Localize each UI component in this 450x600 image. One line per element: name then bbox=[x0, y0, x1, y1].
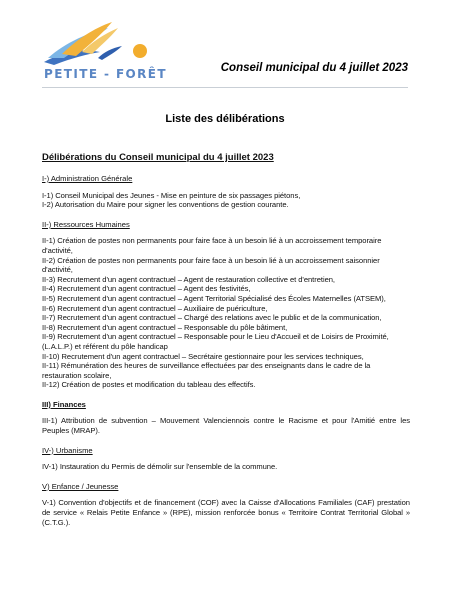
section-ressources-humaines bbox=[42, 220, 410, 390]
logo-sun-icon bbox=[133, 44, 147, 58]
list-item: II-1) Création de postes non permanents pour faire face à un besoin lié à un accroissement temporaire d'activité, bbox=[42, 236, 382, 255]
list-item: I-2) Autorisation du Maire pour signer les conventions de gestion courante. bbox=[42, 200, 289, 210]
list-item: I-1) Conseil Municipal des Jeunes - Mise en peinture de six passages piétons, bbox=[42, 190, 301, 200]
section-heading: V) Enfance / Jeunesse bbox=[42, 481, 119, 491]
list-item: II-5) Recrutement d'un agent contractuel – Agent Territorial Spécialisé des Écoles Maternelles (ATSEM), bbox=[42, 293, 386, 303]
section-enfance-jeunesse bbox=[42, 482, 410, 527]
list-item: II-2) Création de postes non permanents pour faire face à un besoin lié à un accroissement saisonnier d'activité, bbox=[42, 255, 380, 275]
section-administration bbox=[42, 174, 410, 210]
document-body bbox=[42, 152, 410, 537]
list-item: V-1) Convention d'objectifs et de financement (COF) avec la Caisse d'Allocations Familiales (CAF) prestation de service « Relais Petite Enfance » (RPE), mission renforcée bonus « Territoire Contrat Territorial Global » (C.T.G.). bbox=[42, 498, 410, 527]
list-item: IV-1) Instauration du Permis de démolir sur l'ensemble de la commune. bbox=[42, 462, 278, 472]
section-heading: II-) Ressources Humaines bbox=[42, 219, 130, 229]
header-divider bbox=[42, 87, 408, 88]
list-item: II-10) Recrutement d'un agent contractuel – Secrétaire gestionnaire pour les services techniques, bbox=[42, 351, 364, 361]
logo-text: PETITE - FORÊT bbox=[44, 67, 167, 81]
list-item: III-1) Attribution de subvention – Mouvement Valenciennois contre le Racisme et pour l'Amitié entre les Peuples (MRAP). bbox=[42, 416, 410, 436]
list-item: II-11) Rémunération des heures de surveillance effectuées par des enseignants dans le cadre de la restauration scolaire, bbox=[42, 361, 371, 380]
document-header-title: Conseil municipal du 4 juillet 2023 bbox=[220, 62, 408, 74]
list-item: II-12) Création de postes et modification du tableau des effectifs. bbox=[42, 380, 256, 390]
list-item: II-9) Recrutement d'un agent contractuel – Responsable pour le Lieu d'Accueil et de Loisirs de Proximité, (L.A.L.P.) et référent du pôle handicap bbox=[42, 332, 389, 351]
section-urbanisme bbox=[42, 446, 410, 472]
list-item: II-7) Recrutement d'un agent contractuel – Chargé des relations avec le public et de la communication, bbox=[42, 313, 382, 323]
main-heading: Délibérations du Conseil municipal du 4 juillet 2023 bbox=[42, 152, 274, 163]
section-heading: IV-) Urbanisme bbox=[42, 445, 93, 455]
page-title: Liste des délibérations bbox=[165, 113, 285, 125]
list-item: II-6) Recrutement d'un agent contractuel – Auxiliaire de puériculture, bbox=[42, 303, 268, 313]
section-heading: III) Finances bbox=[42, 399, 86, 409]
section-heading: I-) Administration Générale bbox=[42, 174, 133, 183]
list-item: II-3) Recrutement d'un agent contractuel – Agent de restauration collective et d'entretien, bbox=[42, 274, 335, 284]
logo-swoosh-graphic bbox=[42, 18, 164, 68]
petite-foret-logo bbox=[42, 18, 167, 81]
section-finances bbox=[42, 400, 410, 436]
list-item: II-4) Recrutement d'un agent contractuel – Agent des festivités, bbox=[42, 284, 251, 294]
list-item: II-8) Recrutement d'un agent contractuel – Responsable du pôle bâtiment, bbox=[42, 322, 288, 332]
